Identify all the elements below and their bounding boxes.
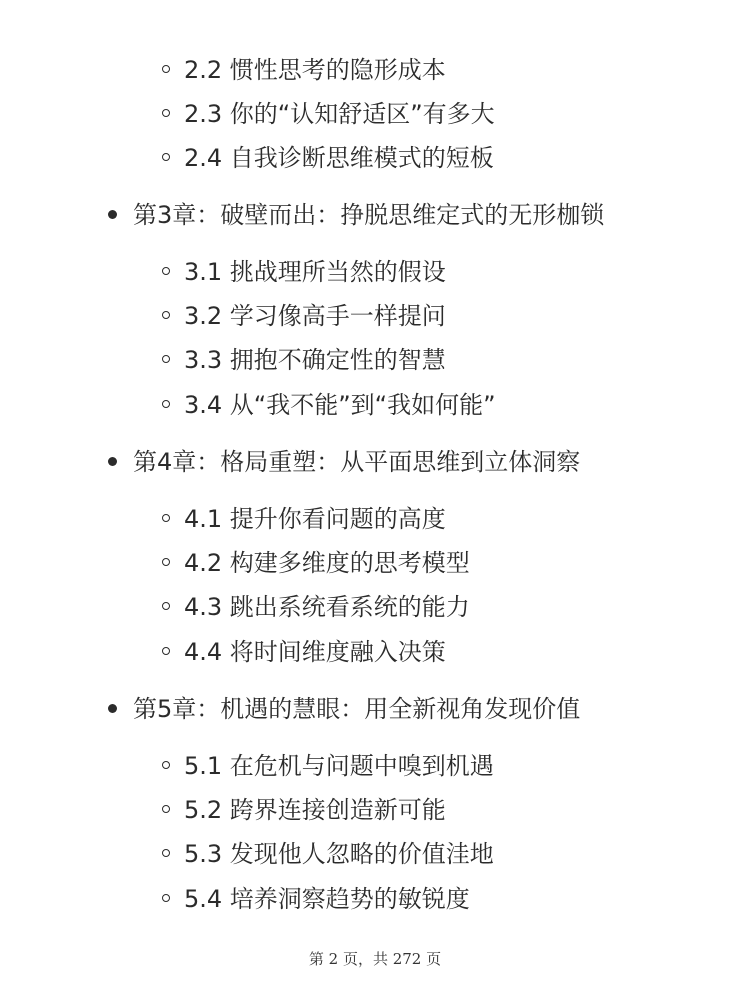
toc-section-text: 4.1 提升你看问题的高度 [184, 505, 446, 533]
toc-chapter-item [108, 689, 580, 729]
toc-section-text: 3.3 拥抱不确定性的智慧 [184, 346, 446, 374]
toc-chapter-title: 第5章：机遇的慧眼：用全新视角发现价值 [133, 695, 581, 723]
hollow-circle-bullet-icon [162, 109, 170, 117]
hollow-circle-bullet-icon [162, 267, 170, 275]
filled-dot-bullet-icon [108, 210, 117, 219]
toc-section-item [162, 50, 446, 90]
hollow-circle-bullet-icon [162, 311, 170, 319]
hollow-circle-bullet-icon [162, 558, 170, 566]
hollow-circle-bullet-icon [162, 400, 170, 408]
hollow-circle-bullet-icon [162, 894, 170, 902]
toc-section-item [162, 543, 470, 583]
toc-section-item [162, 94, 495, 134]
toc-section-item [162, 587, 470, 627]
toc-section-text: 5.3 发现他人忽略的价值洼地 [184, 840, 494, 868]
hollow-circle-bullet-icon [162, 153, 170, 161]
toc-section-item [162, 340, 446, 380]
toc-section-text: 5.1 在危机与问题中嗅到机遇 [184, 752, 494, 780]
filled-dot-bullet-icon [108, 457, 117, 466]
toc-section-text: 2.2 惯性思考的隐形成本 [184, 56, 446, 84]
toc-section-text: 3.1 挑战理所当然的假设 [184, 258, 446, 286]
hollow-circle-bullet-icon [162, 761, 170, 769]
toc-section-item [162, 296, 446, 336]
toc-section-item [162, 746, 494, 786]
toc-section-item [162, 385, 496, 425]
hollow-circle-bullet-icon [162, 65, 170, 73]
toc-section-item [162, 252, 446, 292]
toc-chapter-title: 第3章：破壁而出：挣脱思维定式的无形枷锁 [133, 201, 605, 229]
toc-section-text: 5.2 跨界连接创造新可能 [184, 796, 446, 824]
toc-section-item [162, 138, 494, 178]
toc-section-text: 4.3 跳出系统看系统的能力 [184, 593, 470, 621]
hollow-circle-bullet-icon [162, 647, 170, 655]
toc-chapter-title: 第4章：格局重塑：从平面思维到立体洞察 [133, 448, 581, 476]
hollow-circle-bullet-icon [162, 514, 170, 522]
toc-section-item [162, 632, 446, 672]
hollow-circle-bullet-icon [162, 355, 170, 363]
toc-chapter-item [108, 195, 604, 235]
toc-section-item [162, 790, 446, 830]
toc-section-text: 2.4 自我诊断思维模式的短板 [184, 144, 494, 172]
hollow-circle-bullet-icon [162, 602, 170, 610]
page-number-footer: 第 2 页，共 272 页 [308, 950, 442, 968]
toc-section-text: 4.4 将时间维度融入决策 [184, 638, 446, 666]
toc-section-item [162, 879, 470, 919]
toc-section-text: 3.2 学习像高手一样提问 [184, 302, 446, 330]
toc-chapter-item [108, 442, 580, 482]
toc-section-item [162, 499, 446, 539]
hollow-circle-bullet-icon [162, 849, 170, 857]
toc-section-item [162, 834, 494, 874]
filled-dot-bullet-icon [108, 704, 117, 713]
toc-section-text: 3.4 从“我不能”到“我如何能” [184, 391, 496, 419]
hollow-circle-bullet-icon [162, 805, 170, 813]
toc-section-text: 2.3 你的“认知舒适区”有多大 [184, 100, 495, 128]
toc-section-text: 5.4 培养洞察趋势的敏锐度 [184, 885, 470, 913]
toc-section-text: 4.2 构建多维度的思考模型 [184, 549, 470, 577]
